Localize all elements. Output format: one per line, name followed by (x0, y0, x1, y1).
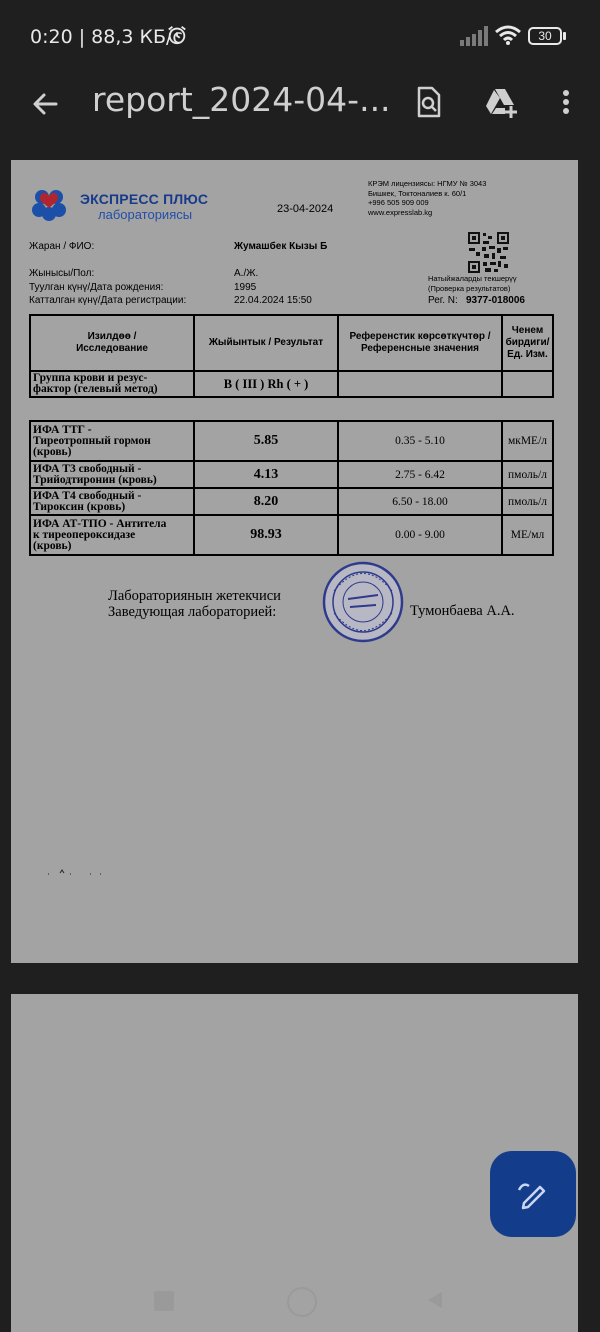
app-toolbar (0, 70, 600, 140)
test-result: 8.20 (194, 488, 338, 515)
table-row (30, 488, 553, 515)
back-icon[interactable] (424, 1289, 446, 1311)
test-result: 4.13 (194, 461, 338, 488)
table-row (30, 371, 553, 397)
test-reference: 6.50 - 18.00 (338, 488, 502, 515)
sex-value: А./Ж. (234, 268, 259, 279)
table-gap (30, 397, 553, 421)
test-name: ИФА Т4 свободный - Тироксин (кровь) (30, 488, 194, 515)
table-row (30, 461, 553, 488)
test-unit (502, 371, 553, 397)
header-result: Жыйынтык / Результат (194, 315, 338, 371)
test-result: 98.93 (194, 515, 338, 555)
test-name: ИФА АТ-ТПО - Антитела к тиреопероксидазе (кровь) (30, 515, 194, 555)
signature-title: Лабораториянын жетекчиси Заведующая лабораторией: (108, 588, 281, 620)
lab-logo-icon (31, 188, 67, 222)
header-test: Изилдөө / Исследование (30, 315, 194, 371)
test-reference (338, 371, 502, 397)
reg-no-value: 9377-018006 (466, 295, 525, 306)
edit-fab-button[interactable] (490, 1151, 576, 1237)
sex-label: Жынысы/Пол: (29, 268, 95, 279)
status-bar (0, 0, 600, 70)
more-vert-icon[interactable] (548, 84, 584, 120)
header-reference: Референстик көрсөткүчтөр / Референсные значения (338, 315, 502, 371)
reg-date-label: Катталган күнү/Дата регистрации: (29, 295, 187, 306)
wifi-icon (494, 24, 522, 46)
test-reference: 2.75 - 6.42 (338, 461, 502, 488)
test-result: B ( III ) Rh ( + ) (194, 371, 338, 397)
results-table (29, 314, 554, 556)
drive-add-icon[interactable] (483, 84, 519, 120)
dob-label: Туулган күнү/Дата рождения: (29, 282, 164, 293)
reg-date-value: 22.04.2024 15:50 (234, 295, 312, 306)
test-name: ИФА ТТГ - Тиреотропный гормон (кровь) (30, 421, 194, 461)
signal-icon (460, 26, 488, 46)
license-block: КРЭМ лицензиясы: НГМУ № 3043 Бишкек, Токтоналиев к. 60/1 +996 505 909 009 www.expresslab.kg (368, 179, 487, 217)
test-unit: пмоль/л (502, 488, 553, 515)
system-nav-bar (0, 1282, 600, 1322)
battery-tip (563, 32, 566, 40)
test-unit: МЕ/мл (502, 515, 553, 555)
test-unit: мкМЕ/л (502, 421, 553, 461)
qr-caption: Натыйжаларды текшерүү (Проверка результатов) (428, 274, 517, 293)
alarm-icon (166, 24, 188, 46)
document-title: report_2024-04-... (92, 80, 391, 119)
test-unit: пмоль/л (502, 461, 553, 488)
qr-code (467, 231, 510, 274)
search-document-icon[interactable] (411, 84, 447, 120)
table-row (30, 515, 553, 555)
table-header (30, 315, 553, 371)
home-icon[interactable] (287, 1287, 317, 1317)
edit-pen-icon (515, 1176, 551, 1212)
test-result: 5.85 (194, 421, 338, 461)
report-date: 23-04-2024 (277, 203, 334, 215)
document-page-1 (11, 160, 578, 963)
lab-stamp (322, 561, 404, 643)
patient-name: Жумашбек Кызы Б (234, 241, 328, 252)
battery-icon: 30 (528, 27, 562, 45)
header-unit: Ченем бирдиги/ Ед. Изм. (502, 315, 553, 371)
reg-no-label: Рег. N: (428, 295, 458, 306)
table-row (30, 421, 553, 461)
test-name: ИФА Т3 свободный - Трийодтиронин (кровь) (30, 461, 194, 488)
test-reference: 0.35 - 5.10 (338, 421, 502, 461)
lab-name-sub: лабораториясы (98, 207, 193, 222)
lab-name: ЭКСПРЕСС ПЛЮС (80, 191, 209, 207)
test-reference: 0.00 - 9.00 (338, 515, 502, 555)
status-time-speed: 0:20 | 88,3 КБ/с (30, 26, 183, 48)
patient-name-label: Жаран / ФИО: (29, 241, 95, 252)
lab-head-name: Тумонбаева А.А. (410, 603, 515, 619)
back-arrow-icon[interactable] (26, 84, 66, 124)
handwritten-mark (46, 867, 116, 877)
test-name: Группа крови и резус- фактор (гелевый метод) (30, 371, 194, 397)
dob-value: 1995 (234, 282, 257, 293)
recents-icon[interactable] (154, 1291, 174, 1311)
